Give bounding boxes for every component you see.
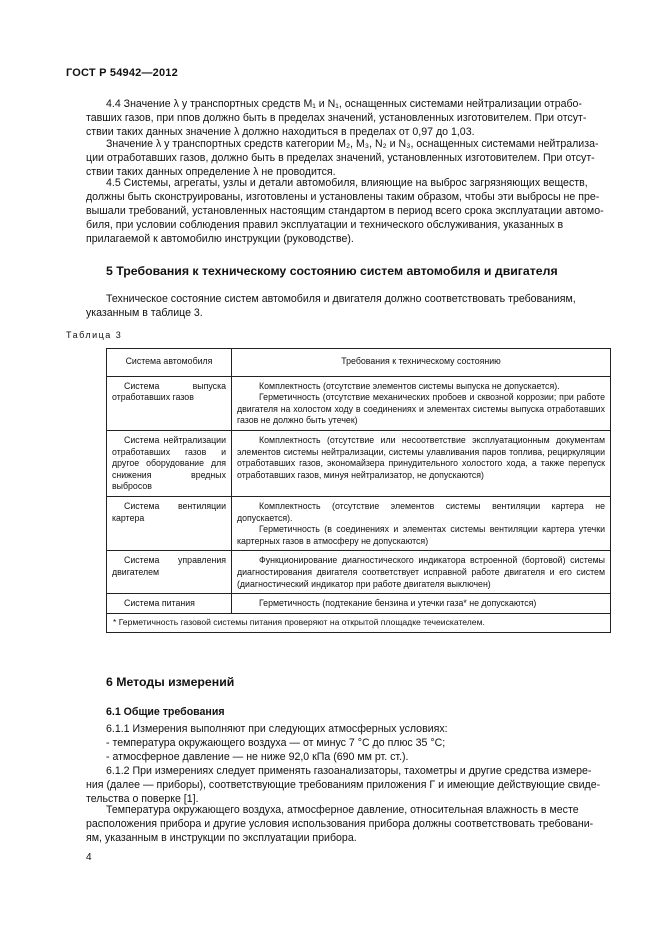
section-5-title: 5 Требования к техническому состоянию систем автомобиля и двигателя [106, 264, 558, 278]
column-header: Система автомобиля [107, 349, 232, 377]
text-line: 6.1.2 При измерениях следует применять газоанализаторы, тахометры и другие средства измере- [106, 765, 592, 777]
table-row [107, 430, 611, 496]
paragraph-4-5 [86, 176, 606, 246]
requirements-cell [232, 496, 611, 550]
text-line: ции отработавших газов, должно быть в пределах значений, установленных изготовителем. При отсут- [86, 152, 595, 164]
document-header: ГОСТ Р 54942—2012 [66, 67, 178, 79]
requirements-cell [232, 594, 611, 614]
system-name: Система нейтрализации отработавших газов и другое оборудование для снижения вредных выбросов [112, 434, 226, 492]
section-6-title: 6 Методы измерений [106, 675, 235, 689]
table-header-row [107, 349, 611, 377]
table-row [107, 376, 611, 430]
system-cell [107, 496, 232, 550]
text-line: ствии таких данных определение λ не проводится. [86, 166, 336, 178]
page-number: 4 [86, 852, 92, 863]
system-cell [107, 376, 232, 430]
text-line: тавших газов, при nпов должно быть в пределах значений, установленных изготовителем. При отсут- [86, 112, 587, 124]
paragraph-6-1-2 [86, 764, 606, 806]
requirement-text: Комплектность (отсутствие или несоответствие эксплуатационным документам элементов системы нейтрализации, системы улавливания паров топлива, рециркуляции отработавших газов, экономайзера принудительного холостого хода, а также перепуск отработавших газов, минуя нейтрализатор, не допускаются) [237, 434, 605, 480]
text-line: расположения прибора и другие условия использования прибора должны соответствовать требовани- [86, 818, 594, 830]
requirement-text: Герметичность (отсутствие механических пробоев и сквозной коррозии; при работе двигателя на холостом ходу в соединениях и элементах системы выпуска отработавших газов не должно быть утечек) [237, 392, 605, 426]
requirement-text: Герметичность (подтекание бензина и утечки газа* не допускаются) [259, 598, 537, 609]
requirement-text: Комплектность (отсутствие элементов системы вентиляции картера не допускается). [237, 500, 605, 523]
paragraph-4-4 [86, 97, 606, 139]
requirements-table [106, 348, 611, 633]
table-row [107, 551, 611, 594]
section-5-paragraph [86, 292, 606, 320]
paragraph-lambda [86, 137, 606, 179]
text-line: Значение λ у транспортных средств категории M₂, M₃, N₂ и N₃, оснащенных системами нейтрализа- [106, 138, 599, 150]
requirement-text: Герметичность (в соединениях и элементах системы вентиляции картера утечки картерных газов в атмосферу не допускаются) [237, 524, 605, 546]
text-line: прилагаемой к автомобилю инструкции (руководстве). [86, 233, 354, 245]
text-line: должны быть сконструированы, изготовлены и установлены таким образом, чтобы эти выбросы не пре- [86, 191, 600, 203]
text-line: указанным в таблице 3. [86, 307, 203, 319]
system-name: Система питания [124, 598, 195, 609]
requirement-text: Комплектность (отсутствие элементов системы выпуска не допускается). [259, 380, 560, 391]
table-footnote-row [107, 613, 611, 633]
text-line: ствии таких данных значение λ должно находиться в пределах от 0,97 до 1,03. [86, 126, 475, 138]
subsection-6-1-title: 6.1 Общие требования [106, 706, 225, 718]
text-line: Температура окружающего воздуха, атмосферное давление, относительная влажность в месте [106, 804, 579, 816]
system-name: Система вентиляции картера [112, 500, 226, 523]
table-caption: Таблица 3 [66, 330, 123, 340]
requirements-cell [232, 430, 611, 496]
requirement-text: Функционирование диагностического индикатора встроенной (бортовой) системы диагностирования двигателя соответствует исправной работе двигателя и его систем (диагностический индикатор при работе двигателя выключен) [237, 555, 605, 589]
text-line: биля, при условии соблюдения правил эксплуатации и технического обслуживания, указанных в [86, 219, 564, 231]
column-header: Требования к техническому состоянию [232, 349, 611, 377]
text-line: вышали требований, установленных настоящим стандартом в период всего срока эксплуатации автомо- [86, 205, 604, 217]
text-line: - температура окружающего воздуха — от минус 7 °С до плюс 35 °С; [106, 737, 446, 749]
text-line: 4.5 Системы, агрегаты, узлы и детали автомобиля, влияющие на выброс загрязняющих веществ, [106, 177, 588, 189]
text-line: тельства о поверке [1]. [86, 793, 199, 805]
paragraph-conditions [86, 803, 606, 845]
requirements-cell [232, 376, 611, 430]
system-cell [107, 551, 232, 594]
text-line: ния (далее — приборы), соответствующие требованиям приложения Г и имеющие действующие свиде- [86, 779, 601, 791]
table-row [107, 496, 611, 550]
table-row [107, 594, 611, 614]
text-line: ям, указанным в инструкции по эксплуатации прибора. [86, 832, 357, 844]
table-footnote: * Герметичность газовой системы питания проверяют на открытой площадке течеискателем. [107, 613, 611, 633]
paragraph-6-1-1 [86, 722, 606, 764]
system-cell [107, 594, 232, 614]
system-name: Система выпуска отработавших газов [112, 380, 226, 403]
text-line: Техническое состояние систем автомобиля и двигателя должно соответствовать требованиям, [106, 293, 576, 305]
system-name: Система управления двигателем [112, 555, 226, 577]
system-cell [107, 430, 232, 496]
text-line: 6.1.1 Измерения выполняют при следующих атмосферных условиях: [106, 723, 448, 735]
text-line: 4.4 Значение λ у транспортных средств M₁ и N₁, оснащенных системами нейтрализации отрабо- [106, 98, 582, 110]
requirements-cell [232, 551, 611, 594]
text-line: - атмосферное давление — не ниже 92,0 кПа (690 мм рт. ст.). [106, 751, 409, 763]
